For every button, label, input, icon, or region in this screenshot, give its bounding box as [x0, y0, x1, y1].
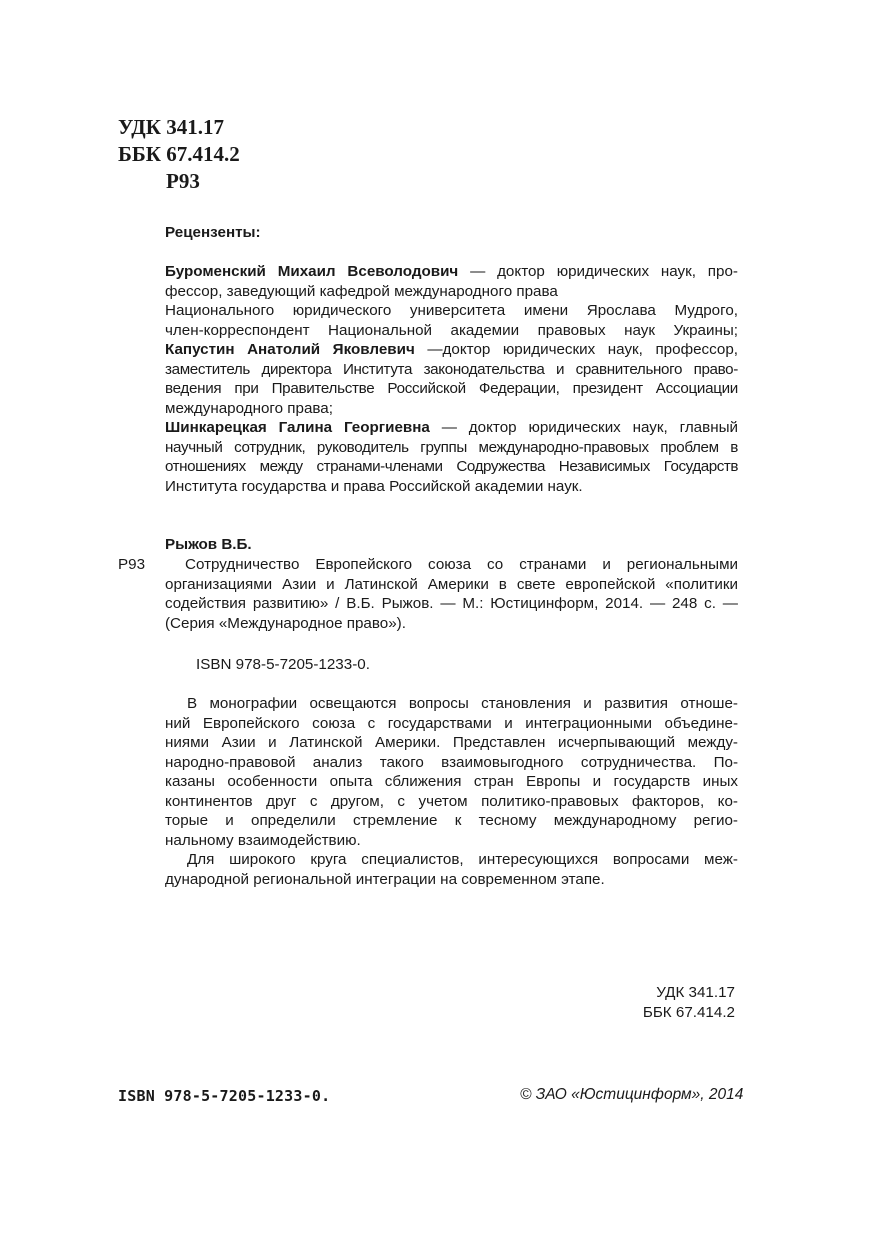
annotation-line: Для широкого круга специалистов, интересующихся вопросами меж- — [187, 851, 738, 868]
footer-udk: УДК 341.17 — [656, 984, 735, 1001]
reviewer-line: Национального юридического университета имени Ярослава Мудрого, — [165, 302, 738, 319]
reviewer-name: Капустин Анатолий Яковлевич — [165, 341, 415, 358]
bib-line: Сотрудничество Европейского союза со странами и региональными — [185, 556, 738, 573]
annotation-line: континентов друг с другом, с учетом политико-правовых факторов, ко- — [165, 792, 738, 810]
header-udk: УДК 341.17 — [118, 115, 224, 139]
reviewer-line: член-корреспондент Национальной академии правовых наук Украины; — [165, 321, 738, 339]
annotation-line: торые и определили стремление к тесному международному регио- — [165, 812, 738, 829]
reviewer-line: Института государства и права Российской академии наук. — [165, 477, 583, 495]
reviewer-line: ведения при Правительстве Российской Федерации, президент Ассоциации — [165, 380, 738, 397]
header-bbk: ББК 67.414.2 — [118, 142, 240, 166]
reviewer-entry — [165, 340, 738, 418]
footer-codes — [500, 983, 735, 1023]
reviewer-first-line: Шинкарецкая Галина Георгиевна — доктор юридических наук, главный — [165, 419, 738, 436]
header-author-mark: Р93 — [166, 169, 200, 193]
annotation — [165, 694, 738, 889]
reviewers-block — [165, 262, 738, 496]
reviewer-line: фессор, заведующий кафедрой международного права — [165, 282, 558, 300]
annotation-line: В монографии освещаются вопросы становления и развития отноше- — [187, 695, 738, 712]
reviewer-line: заместитель директора Института законодательства и сравнительного право- — [165, 360, 738, 378]
reviewer-entry — [165, 262, 738, 340]
reviewer-first-line: Капустин Анатолий Яковлевич —доктор юридических наук, профессор, — [165, 341, 738, 358]
bottom-isbn: ISBN 978-5-7205-1233-0. — [118, 1087, 331, 1105]
reviewer-entry — [165, 418, 738, 496]
bib-line: организациями Азии и Латинской Америки в свете европейской «политики — [165, 575, 738, 593]
reviewer-name: Буроменский Михаил Всеволодович — [165, 263, 459, 280]
annotation-line: нальному взаимодействию. — [165, 831, 361, 849]
header-codes — [118, 114, 240, 195]
bottom-copyright: © ЗАО «Юстицинформ», 2014 — [520, 1086, 744, 1103]
annotation-line: ниями Азии и Латинской Америки. Представлен исчерпывающий между- — [165, 734, 738, 751]
bib-description — [165, 555, 738, 633]
annotation-line: народно-правовой анализ такого взаимовыгодного сотрудничества. По- — [165, 753, 738, 771]
annotation-line: казаны особенности опыта сближения стран Европы и государств иных — [165, 773, 738, 790]
bib-line: содействия развитию» / В.Б. Рыжов. — М.: Юстицинформ, 2014. — 248 с. — — [165, 595, 738, 612]
reviewer-name: Шинкарецкая Галина Георгиевна — [165, 419, 430, 436]
bib-line: (Серия «Международное право»). — [165, 614, 406, 632]
reviewer-line: отношениях между странами-членами Содружества Независимых Государств — [165, 458, 738, 475]
annotation-line: дународной региональной интеграции на современном этапе. — [165, 870, 605, 888]
reviewer-line: международного права; — [165, 399, 333, 417]
footer-bbk: ББК 67.414.2 — [642, 1004, 735, 1021]
annotation-line: ний Европейского союза с государствами и интеграционными объедине- — [165, 714, 738, 732]
bib-margin-mark: Р93 — [118, 556, 146, 573]
bib-author: Рыжов В.Б. — [165, 536, 252, 553]
bib-isbn: ISBN 978-5-7205-1233-0. — [196, 656, 370, 673]
reviewer-line: научный сотрудник, руководитель группы международно-правовых проблем в — [165, 438, 738, 456]
reviewer-first-line: Буроменский Михаил Всеволодович — доктор юридических наук, про- — [165, 263, 738, 280]
reviewers-heading: Рецензенты: — [165, 224, 261, 241]
